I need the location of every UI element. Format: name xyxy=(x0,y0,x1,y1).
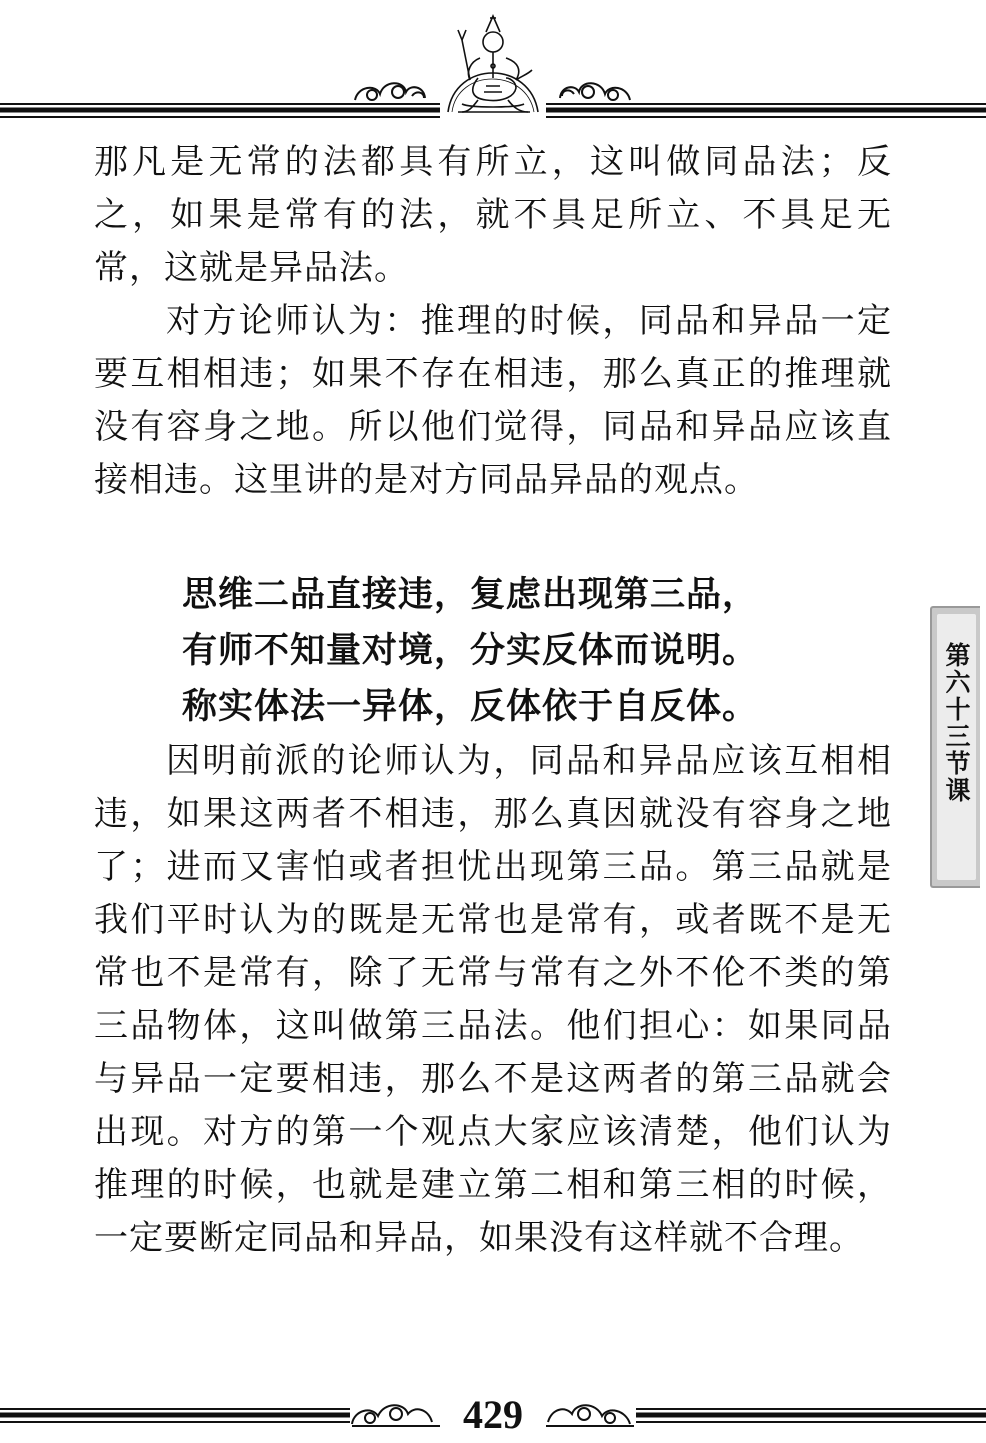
cloud-scroll-right-icon xyxy=(560,83,630,100)
page-number: 429 xyxy=(443,1390,543,1440)
paragraph: 那凡是无常的法都具有所立，这叫做同品法；反之，如果是常有的法，就不具足所立、不具足无常，这就是异品法。 xyxy=(94,142,892,288)
verse-line: 思维二品直接违，复虑出现第三品， xyxy=(182,575,759,615)
verse-block xyxy=(94,567,892,735)
verse-line: 有师不知量对境，分实反体而说明。 xyxy=(182,631,759,671)
paragraph: 对方论师认为：推理的时候，同品和异品一定要互相相违；如果不存在相违，那么真正的推理就没有容身之地。所以他们觉得，同品和异品应该直接相违。这里讲的是对方同品异品的观点。 xyxy=(94,301,892,500)
verse-line: 称实体法一异体，反体依于自反体。 xyxy=(182,687,759,727)
deity-figure-icon xyxy=(440,16,546,119)
chapter-side-tab xyxy=(930,606,980,888)
page-header xyxy=(0,0,986,130)
paragraph: 因明前派的论师认为，同品和异品应该互相相违，如果这两者不相违，那么真因就没有容身之地了；进而又害怕或者担忧出现第三品。第三品就是我们平时认为的既是无常也是常有，或者既不是无常也不是常有，除了无常与常有之外不伦不类的第三品物体，这叫做第三品法。他们担心：如果同品与异品一定要相违，那么不是这两者的第三品就会出现。对方的第一个观点大家应该清楚，他们认为推理的时候，也就是建立第二相和第三相的时候，一定要断定同品和异品，如果没有这样就不合理。 xyxy=(94,741,892,1258)
cloud-scroll-left-icon xyxy=(355,83,425,100)
chapter-side-tab-label: 第六十三节课 xyxy=(942,642,971,804)
page-content xyxy=(94,136,892,1265)
header-border xyxy=(0,0,986,130)
